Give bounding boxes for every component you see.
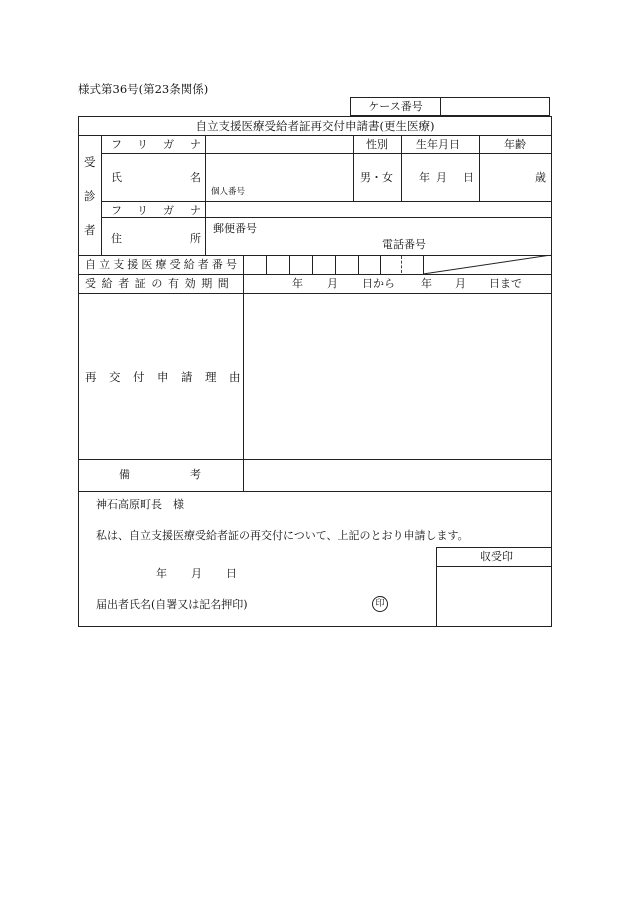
- personal-number-label: 個人番号: [211, 187, 246, 197]
- address-label-last: 所: [190, 232, 201, 245]
- furigana-2-d: ナ: [190, 204, 201, 217]
- patient-group-label-3: 者: [84, 223, 96, 237]
- phone-label: 電話番号: [382, 238, 426, 251]
- seal-mark-icon: 印: [372, 596, 388, 612]
- reissue-reason-field[interactable]: [245, 295, 549, 457]
- validity-from-month: 月: [327, 277, 338, 290]
- patient-group-label-2: 診: [84, 189, 96, 203]
- validity-to-day: 日まで: [489, 277, 522, 290]
- furigana-1-b: リ: [137, 138, 148, 151]
- name-label-first: 氏: [111, 171, 122, 184]
- application-form-table: [78, 116, 552, 627]
- birth-day-unit: 日: [463, 171, 474, 184]
- patient-group-label-1: 受: [84, 155, 96, 169]
- name-field[interactable]: [206, 154, 352, 200]
- form-number-label: 様式第36号(第23条関係): [78, 82, 209, 96]
- furigana-2-a: フ: [111, 204, 122, 217]
- furigana-2-c: ガ: [163, 204, 174, 217]
- validity-to-year: 年: [421, 277, 432, 290]
- validity-from-year: 年: [292, 277, 303, 290]
- declaration-text: 私は、自立支援医療受給者証の再交付について、上記のとおり申請します。: [96, 529, 469, 542]
- birth-date-label: 生年月日: [416, 138, 460, 151]
- furigana-1-d: ナ: [190, 138, 201, 151]
- address-label-first: 住: [111, 232, 122, 245]
- age-unit: 歳: [535, 171, 546, 184]
- date-month-unit: 月: [191, 567, 202, 580]
- name-label-last: 名: [190, 171, 201, 184]
- case-number-field[interactable]: [441, 98, 549, 115]
- recipient-number-label: 自立支援医療受給者番号: [85, 258, 241, 271]
- remarks-label-last: 考: [190, 468, 201, 481]
- furigana-1-a: フ: [111, 138, 122, 151]
- applicant-name-field[interactable]: [259, 593, 369, 613]
- birth-year-unit: 年: [419, 171, 430, 184]
- case-number-box: [350, 97, 550, 116]
- postal-code-label: 郵便番号: [213, 222, 257, 235]
- date-year-unit: 年: [156, 567, 167, 580]
- furigana-1-c: ガ: [163, 138, 174, 151]
- case-number-label: ケース番号: [351, 98, 441, 115]
- receipt-stamp-label: 収受印: [480, 550, 513, 563]
- remarks-field[interactable]: [245, 461, 549, 489]
- validity-from-day: 日から: [362, 277, 395, 290]
- remarks-label-first: 備: [119, 468, 130, 481]
- applicant-name-label: 届出者氏名(自署又は記名押印): [96, 598, 248, 611]
- validity-to-month: 月: [455, 277, 466, 290]
- furigana-2-b: リ: [137, 204, 148, 217]
- form-title: 自立支援医療受給者証再交付申請書(更生医療): [195, 119, 435, 133]
- reissue-reason-label: 再交付申請理由: [85, 370, 253, 384]
- age-label: 年齢: [504, 138, 526, 151]
- receipt-stamp-area: [437, 567, 550, 626]
- birth-month-unit: 月: [436, 171, 447, 184]
- date-day-unit: 日: [226, 567, 237, 580]
- diagonal-strike-line: [423, 255, 551, 274]
- validity-period-label: 受給者証の有効期間: [85, 277, 235, 290]
- addressee: 神石高原町長 様: [96, 498, 184, 511]
- address-field[interactable]: [206, 218, 550, 254]
- gender-label: 性別: [366, 138, 388, 151]
- gender-options[interactable]: 男・女: [360, 171, 393, 184]
